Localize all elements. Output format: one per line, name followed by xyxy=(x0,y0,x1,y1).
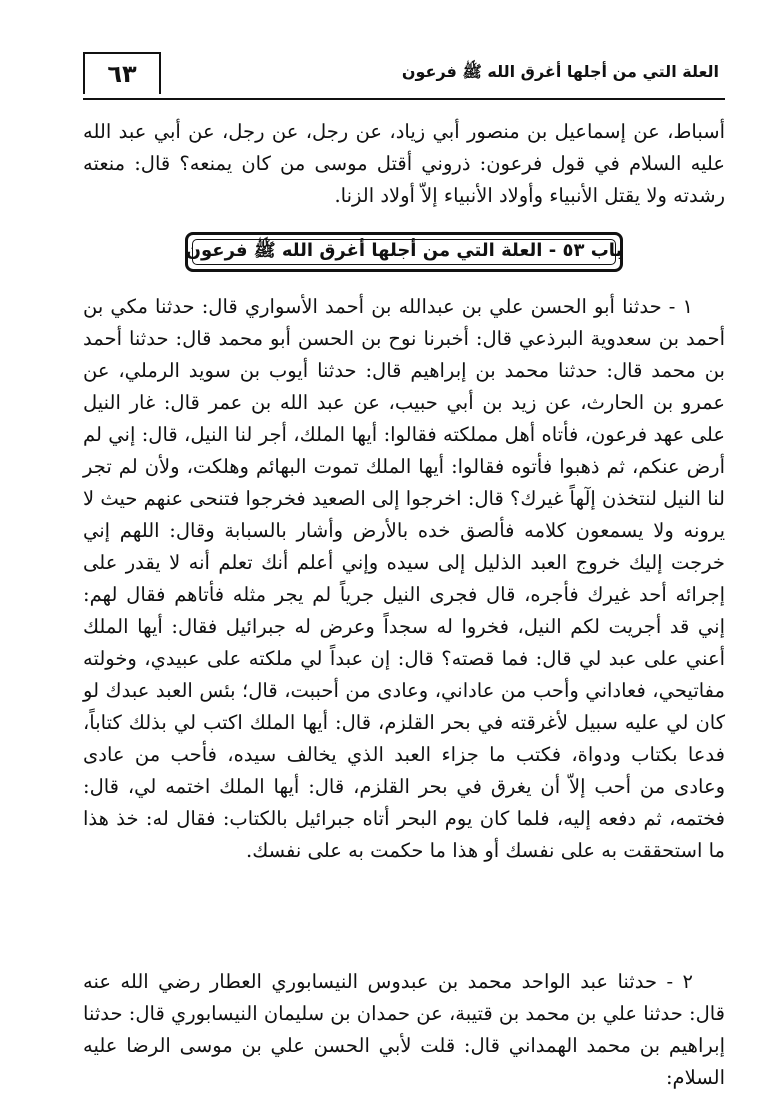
running-header-title: العلة التي من أجلها أغرق الله ﷺ فرعون xyxy=(401,62,719,81)
chapter-heading-box xyxy=(185,232,623,272)
intro-paragraph xyxy=(83,116,725,212)
page-number: ٦٣ xyxy=(83,52,161,94)
intro-text: أسباط، عن إسماعيل بن منصور أبي زياد، عن رجل، عن رجل، عن أبي عبد الله عليه السلام في قول فرعون: ذروني أقتل موسى من كان يمنعه؟ قال: منعته رشدته ولا يقتل الأنبياء وأولاد الأنبياء إلاّ أولاد الزنا. xyxy=(83,120,725,207)
hadith-1 xyxy=(83,291,725,867)
hadith-2 xyxy=(83,966,725,1094)
hadith-2-text: ٢ - حدثنا عبد الواحد محمد بن عبدوس النيسابوري العطار رضي الله عنه قال: حدثنا علي بن محمد بن قتيبة، عن حمدان بن سليمان النيسابوري قال: حدثنا إبراهيم بن محمد الهمداني قال: قلت لأبي الحسن علي بن موسى الرضا عليه السلام: xyxy=(83,970,725,1089)
hadith-1-text: ١ - حدثنا أبو الحسن علي بن عبدالله بن أحمد الأسواري قال: حدثنا مكي بن أحمد بن سعدوية البرذعي قال: أخبرنا نوح بن الحسن أبو محمد قال: حدثنا أحمد بن محمد قال: حدثنا محمد بن إبراهيم قال: حدثنا أيوب بن سويد الرملي، عن عمرو بن الحارث، عن زيد بن أبي حبيب، عن عبد الله بن عمر قال: غار النيل على عهد فرعون، فأتاه أهل مملكته فقالوا: أيها الملك، أجر لنا النيل، قال: إني لم أرض عنكم، ثم ذهبوا فأتوه فقالوا: أيها الملك تموت البهائم وهلكت، ولأن لم تجر لنا النيل لنتخذن إلٓهاً غيرك؟ قال: اخرجوا إلى الصعيد فخرجوا فتنحى عنهم حيث لا يرونه ولا يسمعون كلامه فألصق خده بالأرض وأشار بالسبابة وقال: اللهم إني خرجت إليك خروج العبد الذليل إلى سيده وإني أعلم أنك تعلم أنه لا يقدر على إجرائه أحد غيرك فأجره، قال فجرى النيل جرياً لم يجر مثله فأتاهم فقال لهم: إني قد أجريت لكم النيل، فخروا له سجداً وعرض له جبرائيل فقال: أيها الملك أعني على عبد لي قال: فما قصته؟ قال: إن عبداً لي ملكته على عبيدي، وخولته مفاتيحي، فعاداني وأحب من عاداني، وعادى من أحببت، قال؛ بئس العبد عبدك لو كان لي عليه سبيل لأغرقته في بحر القلزم، قال: أيها الملك اكتب لي بذلك كتاباً، فدعا بكتاب ودواة، فكتب ما جزاء العبد الذي يخالف سيده، فأحب من عادى وعادى من أحب إلاّ أن يغرق في بحر القلزم، قال: أيها الملك اختمه لي، قال: فختمه، ثم دفعه إليه، فلما كان يوم البحر أتاه جبرائيل بالكتاب: فقال له: خذ هذا ما استحققت به على نفسك أو هذا ما حكمت به على نفسك. xyxy=(83,295,725,862)
running-header xyxy=(83,52,725,100)
chapter-title: باب ٥٣ - العلة التي من أجلها أغرق الله ﷺ فرعون xyxy=(185,240,623,261)
